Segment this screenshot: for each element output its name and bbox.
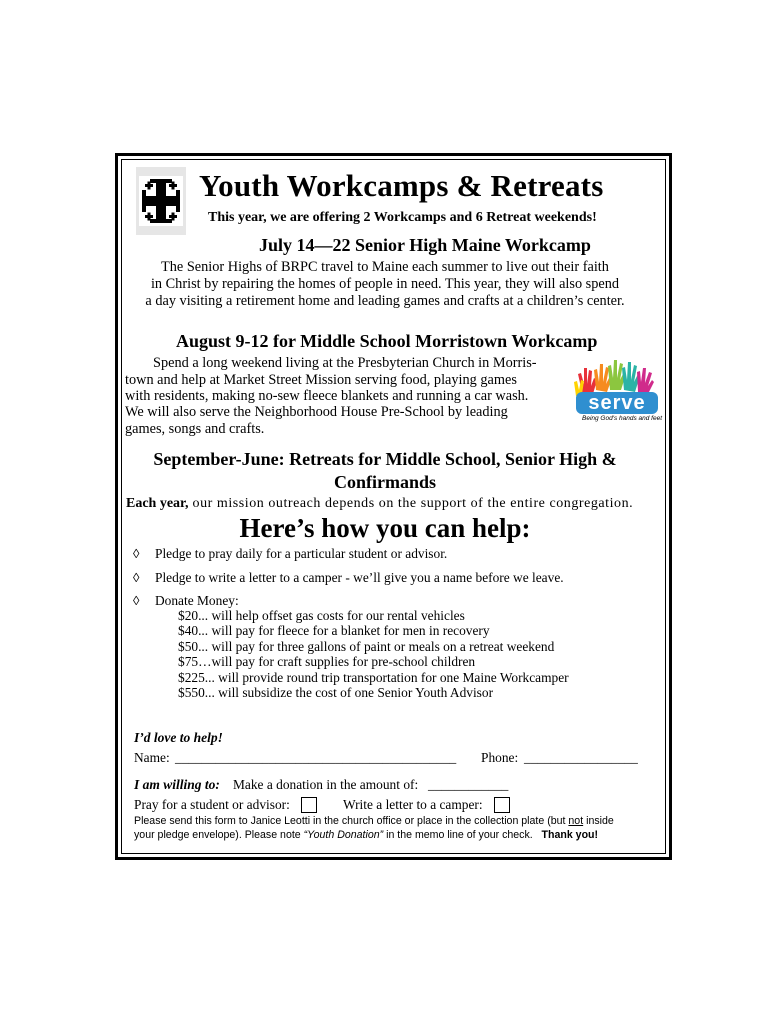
section2-line: Spend a long weekend living at the Presbyterian Church in Morris- <box>153 355 537 371</box>
instructions-line2 <box>134 829 598 841</box>
each-year-bold: Each year, <box>126 496 189 511</box>
jerusalem-cross-logo <box>136 167 186 235</box>
section2-line: town and help at Market Street Mission serving food, playing games <box>125 372 517 388</box>
each-year-text <box>126 496 633 512</box>
serve-logo-tagline: Being God's hands and feet <box>582 415 663 422</box>
willing-label: I am willing to: <box>134 777 220 792</box>
write-checkbox[interactable] <box>494 797 510 813</box>
help-item: Pledge to pray daily for a particular student or advisor. <box>155 546 448 561</box>
section2-line: We will also serve the Neighborhood House Pre-School by leading <box>125 404 508 420</box>
donation-line: $550... will subsidize the cost of one Senior Youth Advisor <box>178 685 494 700</box>
bullet-icon: ◊ <box>133 570 140 585</box>
name-field[interactable]: __________________________________________ <box>175 750 457 765</box>
bullet-icon: ◊ <box>133 546 140 561</box>
donation-line: $20... will help offset gas costs for our rental vehicles <box>178 608 465 623</box>
instructions-text: in the memo line of your check. <box>383 829 533 841</box>
section2-line: with residents, making no-sew fleece blankets and running a car wash. <box>125 388 529 404</box>
cross-icon <box>136 167 186 235</box>
section1-line: in Christ by repairing the homes of people in need. This year, they will also spend <box>150 276 620 292</box>
section1-line: The Senior Highs of BRPC travel to Maine each summer to live out their faith <box>161 259 609 275</box>
serve-logo-word: serve <box>588 392 646 414</box>
help-item: Pledge to write a letter to a camper - we’ll give you a name before we leave. <box>155 570 564 585</box>
each-year-rest: our mission outreach depends on the support of the entire congregation. <box>188 496 634 511</box>
donation-line: $50... will pay for three gallons of paint or meals on a retreat weekend <box>178 639 555 654</box>
instructions-quote: “Youth Donation” <box>303 829 384 841</box>
section2-heading: August 9-12 for Middle School Morristown Workcamp <box>176 331 598 351</box>
page-subtitle: This year, we are offering 2 Workcamps and 6 Retreat weekends! <box>208 210 597 225</box>
donation-line: $40... will pay for fleece for a blanket for men in recovery <box>178 623 490 638</box>
thank-you-text: Thank you! <box>541 829 599 841</box>
donation-line: $225... will provide round trip transportation for one Maine Workcamper <box>178 670 569 685</box>
section3-heading-line2: Confirmands <box>333 472 436 492</box>
page-title: Youth Workcamps & Retreats <box>199 168 604 203</box>
donation-line: $75…will pay for craft supplies for pre-school children <box>178 654 476 669</box>
instructions-text: your pledge envelope). Please note <box>134 829 304 841</box>
love-to-help-label: I’d love to help! <box>134 730 223 745</box>
section1-heading: July 14—22 Senior High Maine Workcamp <box>259 235 591 255</box>
name-label: Name: <box>134 750 170 765</box>
phone-label: Phone: <box>481 750 519 765</box>
pray-label: Pray for a student or advisor: <box>134 797 290 812</box>
instructions-line1 <box>134 815 614 827</box>
instructions-text-end: inside <box>583 815 614 827</box>
phone-field[interactable]: _________________ <box>524 750 638 765</box>
write-label: Write a letter to a camper: <box>343 797 483 812</box>
bullet-icon: ◊ <box>133 593 140 608</box>
section1-line: a day visiting a retirement home and leading games and crafts at a children’s center. <box>145 293 625 309</box>
help-item: Donate Money: <box>155 593 239 608</box>
pray-checkbox[interactable] <box>301 797 317 813</box>
section3-heading: September-June: Retreats for Middle School, Senior High & <box>153 449 617 469</box>
donation-amount-field[interactable]: ____________ <box>428 777 509 792</box>
help-heading: Here’s how you can help: <box>239 513 531 543</box>
serve-logo <box>572 356 662 428</box>
donation-amount-label: Make a donation in the amount of: <box>233 777 419 792</box>
instructions-not: not <box>568 815 584 827</box>
instructions-text: Please send this form to Janice Leotti in the church office or place in the collection plate (but <box>134 815 569 827</box>
section2-line: games, songs and crafts. <box>125 421 265 437</box>
